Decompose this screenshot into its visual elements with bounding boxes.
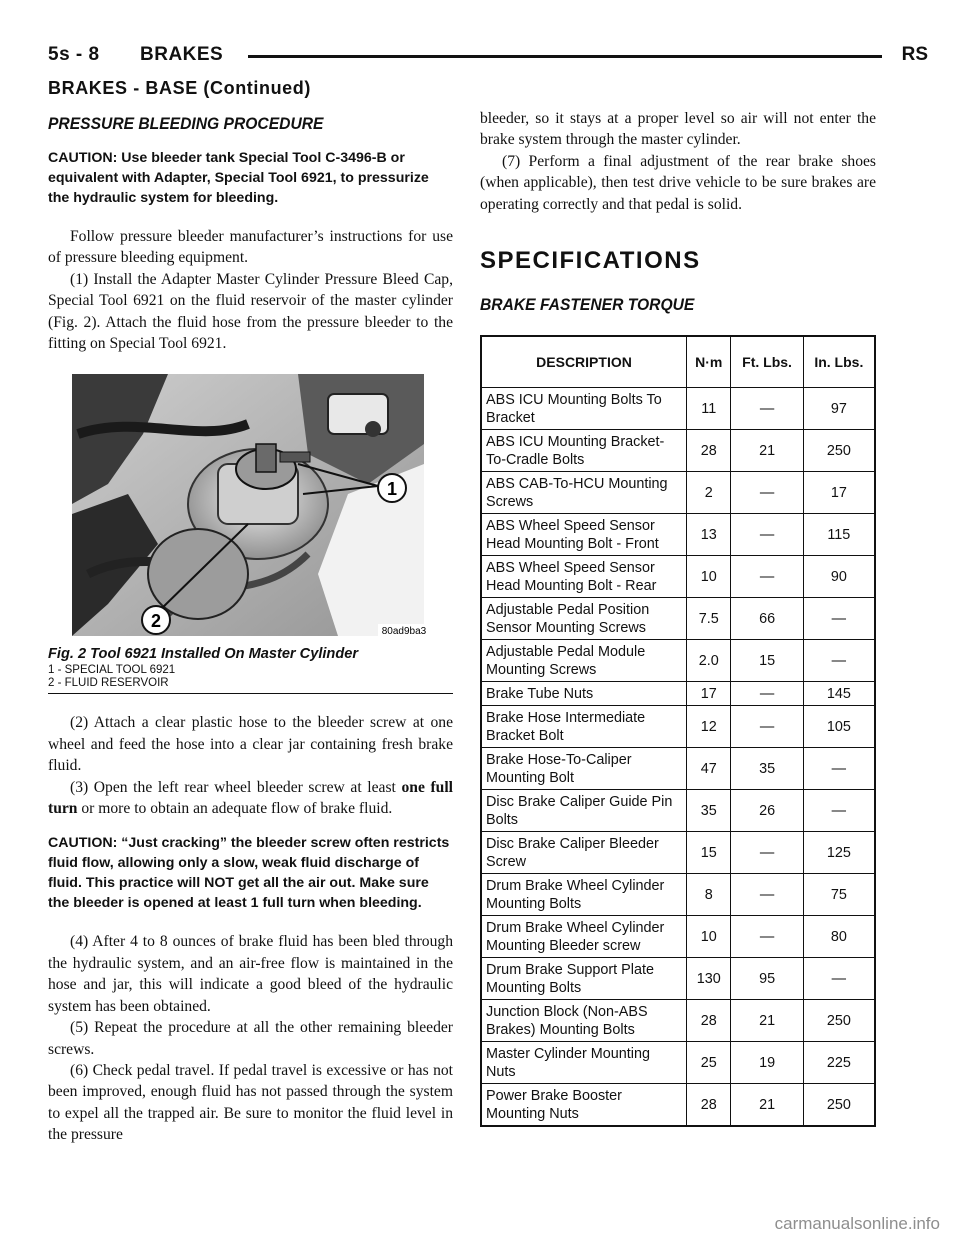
callout-2-label: 2	[150, 611, 162, 632]
cell-description: ABS Wheel Speed Sensor Head Mounting Bolt - Rear	[481, 556, 687, 598]
cell-ft-lbs: —	[731, 388, 803, 430]
section-title: BRAKES	[140, 44, 224, 65]
col-description: DESCRIPTION	[481, 336, 687, 388]
table-row	[481, 832, 875, 874]
cell-description: Brake Tube Nuts	[481, 682, 687, 706]
cell-ft-lbs: —	[731, 514, 803, 556]
table-row	[481, 916, 875, 958]
step-7: (7) Perform a final adjustment of the rear brake shoes (when applicable), then test drive vehicle to be sure brakes are operating correctly and that pedal is solid.	[480, 152, 876, 213]
right-column	[480, 108, 876, 1127]
cell-nm: 15	[687, 832, 731, 874]
cell-ft-lbs: —	[731, 916, 803, 958]
cell-description: ABS ICU Mounting Bolts To Bracket	[481, 388, 687, 430]
cell-description: Disc Brake Caliper Guide Pin Bolts	[481, 790, 687, 832]
cell-in-lbs: —	[803, 598, 875, 640]
table-row	[481, 640, 875, 682]
cell-nm: 10	[687, 916, 731, 958]
page-header	[48, 44, 928, 70]
cell-in-lbs: 250	[803, 1000, 875, 1042]
cell-description: Adjustable Pedal Position Sensor Mounting Screws	[481, 598, 687, 640]
cell-nm: 28	[687, 430, 731, 472]
cell-nm: 28	[687, 1084, 731, 1127]
table-row	[481, 556, 875, 598]
table-row	[481, 388, 875, 430]
cell-nm: 2	[687, 472, 731, 514]
figure-image-code: 80ad9ba3	[381, 626, 427, 637]
cell-in-lbs: 145	[803, 682, 875, 706]
figure-caption: Fig. 2 Tool 6921 Installed On Master Cylinder	[48, 646, 359, 663]
cell-description: Brake Hose-To-Caliper Mounting Bolt	[481, 748, 687, 790]
cell-ft-lbs: 19	[731, 1042, 803, 1084]
cell-nm: 17	[687, 682, 731, 706]
col-nm: N·m	[687, 336, 731, 388]
left-column	[48, 108, 453, 1146]
step-2: (2) Attach a clear plastic hose to the bleeder screw at one wheel and feed the hose into a clear jar containing fresh brake fluid.	[48, 714, 453, 775]
step-3-emphasis: one full turn	[48, 778, 454, 818]
cell-in-lbs: 105	[803, 706, 875, 748]
torque-heading: BRAKE FASTENER TORQUE	[480, 295, 695, 315]
cell-ft-lbs: —	[731, 682, 803, 706]
cell-in-lbs: 97	[803, 388, 875, 430]
cell-nm: 8	[687, 874, 731, 916]
step-1: (1) Install the Adapter Master Cylinder Pressure Bleed Cap, Special Tool 6921 on the fluid reservoir of the master cylinder (Fig. 2). Attach the fluid hose from the pressure bleeder to the fitting on Special Tool 6921.	[48, 270, 453, 353]
table-row	[481, 598, 875, 640]
cell-nm: 35	[687, 790, 731, 832]
cell-in-lbs: —	[803, 748, 875, 790]
cell-description: Drum Brake Wheel Cylinder Mounting Bolts	[481, 874, 687, 916]
cell-ft-lbs: 95	[731, 958, 803, 1000]
cell-description: ABS ICU Mounting Bracket-To-Cradle Bolts	[481, 430, 687, 472]
cell-in-lbs: 17	[803, 472, 875, 514]
table-row	[481, 472, 875, 514]
cell-description: Disc Brake Caliper Bleeder Screw	[481, 832, 687, 874]
cell-description: Brake Hose Intermediate Bracket Bolt	[481, 706, 687, 748]
cell-ft-lbs: 66	[731, 598, 803, 640]
cell-in-lbs: 125	[803, 832, 875, 874]
cell-description: Drum Brake Support Plate Mounting Bolts	[481, 958, 687, 1000]
page-number: 5s - 8	[48, 44, 100, 65]
cell-in-lbs: 225	[803, 1042, 875, 1084]
legend-item-2: 2 - FLUID RESERVOIR	[48, 677, 169, 690]
legend-item-1: 1 - SPECIAL TOOL 6921	[48, 664, 176, 677]
caution-note-2: CAUTION: “Just cracking” the bleeder screw often restricts fluid flow, allowing only a slow, weak fluid discharge of fluid. This practice will NOT get all the air out. Make sure the bleeder is opened at least 1 full turn when bleeding.	[48, 835, 450, 912]
cell-nm: 11	[687, 388, 731, 430]
table-row	[481, 706, 875, 748]
cell-nm: 28	[687, 1000, 731, 1042]
cell-nm: 25	[687, 1042, 731, 1084]
cell-in-lbs: —	[803, 958, 875, 1000]
cell-ft-lbs: —	[731, 706, 803, 748]
table-row	[481, 1042, 875, 1084]
cell-description: Master Cylinder Mounting Nuts	[481, 1042, 687, 1084]
cell-nm: 2.0	[687, 640, 731, 682]
cell-in-lbs: 90	[803, 556, 875, 598]
table-row	[481, 682, 875, 706]
cell-nm: 12	[687, 706, 731, 748]
cell-in-lbs: 250	[803, 1084, 875, 1127]
cell-in-lbs: 250	[803, 430, 875, 472]
cell-in-lbs: —	[803, 790, 875, 832]
cell-description: ABS Wheel Speed Sensor Head Mounting Bolt - Front	[481, 514, 687, 556]
cell-in-lbs: 75	[803, 874, 875, 916]
cell-ft-lbs: —	[731, 832, 803, 874]
cell-description: Power Brake Booster Mounting Nuts	[481, 1084, 687, 1127]
torque-table	[480, 335, 876, 1127]
step-3-text-end: or more to obtain an adequate flow of brake fluid.	[77, 800, 393, 818]
model-code: RS	[901, 44, 928, 65]
cell-description: ABS CAB-To-HCU Mounting Screws	[481, 472, 687, 514]
figure-divider	[48, 693, 453, 694]
torque-table-body	[481, 388, 875, 1127]
cell-ft-lbs: —	[731, 556, 803, 598]
cell-nm: 7.5	[687, 598, 731, 640]
callout-1-label: 1	[386, 479, 398, 500]
table-row	[481, 1000, 875, 1042]
table-row	[481, 748, 875, 790]
specifications-heading: SPECIFICATIONS	[480, 247, 701, 275]
cell-nm: 47	[687, 748, 731, 790]
procedure-heading: PRESSURE BLEEDING PROCEDURE	[48, 114, 324, 133]
step-5: (5) Repeat the procedure at all the other remaining bleeder screws.	[48, 1019, 453, 1058]
cell-nm: 13	[687, 514, 731, 556]
step-6: (6) Check pedal travel. If pedal travel is excessive or has not been improved, enough fluid has not passed through the system to expel all the trapped air. Be sure to monitor the fluid level in the pressure	[48, 1061, 453, 1144]
caution-note: CAUTION: Use bleeder tank Special Tool C-3496-B or equivalent with Adapter, Special Tool 6921, to pressurize the hydraulic system for bleeding.	[48, 150, 429, 206]
cell-in-lbs: 115	[803, 514, 875, 556]
step-3	[48, 777, 453, 820]
continued-heading: BRAKES - BASE (Continued)	[48, 78, 311, 98]
table-header-row	[481, 336, 875, 388]
table-row	[481, 958, 875, 1000]
cell-description: Adjustable Pedal Module Mounting Screws	[481, 640, 687, 682]
paragraph-follow: Follow pressure bleeder manufacturer’s instructions for use of pressure bleeding equipment.	[48, 228, 453, 267]
cell-in-lbs: 80	[803, 916, 875, 958]
step-3-text: (3) Open the left rear wheel bleeder screw at least	[70, 778, 402, 796]
table-row	[481, 1084, 875, 1127]
step-4: (4) After 4 to 8 ounces of brake fluid has been bled through the hydraulic system, and an air-free flow is maintained in the hose and jar, this will indicate a good bleed of the hydraulic system has been obtained.	[48, 933, 453, 1015]
cell-ft-lbs: 15	[731, 640, 803, 682]
table-row	[481, 790, 875, 832]
cell-description: Junction Block (Non-ABS Brakes) Mounting Bolts	[481, 1000, 687, 1042]
cell-description: Drum Brake Wheel Cylinder Mounting Bleeder screw	[481, 916, 687, 958]
master-cylinder-photo	[48, 374, 453, 636]
header-rule	[248, 55, 882, 58]
cell-nm: 130	[687, 958, 731, 1000]
watermark: carmanualsonline.info	[774, 1214, 940, 1233]
table-row	[481, 514, 875, 556]
cell-ft-lbs: 21	[731, 1000, 803, 1042]
cell-nm: 10	[687, 556, 731, 598]
cell-in-lbs: —	[803, 640, 875, 682]
col-in-lbs: In. Lbs.	[803, 336, 875, 388]
cell-ft-lbs: 21	[731, 1084, 803, 1127]
figure-tool-6921	[48, 374, 453, 636]
step-6-continued: bleeder, so it stays at a proper level so air will not enter the brake system through the master cylinder.	[480, 110, 876, 149]
table-row	[481, 874, 875, 916]
col-ft-lbs: Ft. Lbs.	[731, 336, 803, 388]
table-row	[481, 430, 875, 472]
cell-ft-lbs: 21	[731, 430, 803, 472]
cell-ft-lbs: 26	[731, 790, 803, 832]
cell-ft-lbs: —	[731, 472, 803, 514]
cell-ft-lbs: —	[731, 874, 803, 916]
cell-ft-lbs: 35	[731, 748, 803, 790]
